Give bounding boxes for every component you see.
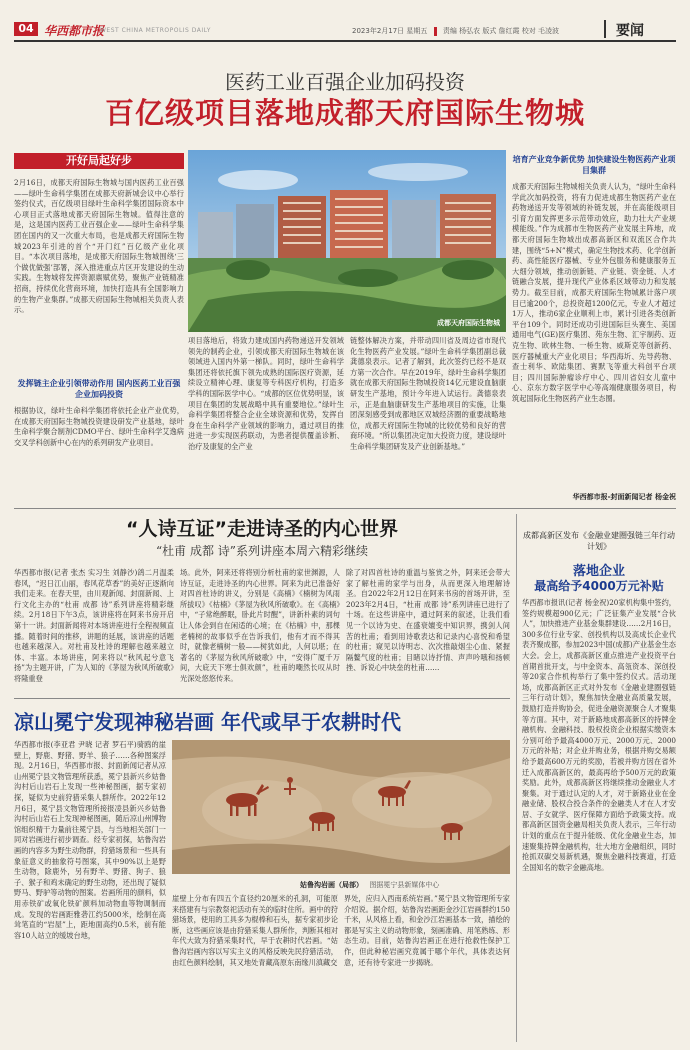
story2-col3: 除了对四首杜诗的重温与鉴赏之外，阿来还会带大家了解杜甫的家学与出身，从而更深入地理解诗圣。自2022年2月12日在阿来书房的首场开讲，至2023年2月4日，“杜甫 成都 诗”系列讲座已进行了十场。在这些讲座中，通过阿来的叙述，让我们看见一个以诗为史、在盛衰嬗变中知识界，携剑人间苦的杜甫；看到用诗歌表达和记录内心喜悦和希望的杜甫；窥见以诗明志、次次推敲烟尘心血、紧握隔鳌气度的杜甫；目睹以诗抒情、声声吟哦和扬顿挫、诉说心中块垒的杜甫…… xyxy=(346,568,510,673)
story3-photo-caption-line xyxy=(300,880,510,890)
story1-col1: 根据协议，绿叶生命科学集团将依托企业产业优势，在成都天府国际生物城投资建设研发产业基地，绿叶生命科学聚合制剂CDMO平台、绿叶生命科学艾逸病交叉学科创新中心在内的系列研发产业项目。 xyxy=(14,406,184,447)
story1-byline: 华西都市报-封面新闻记者 杨金祝 xyxy=(572,493,676,501)
sidebar2-headline-top: 落地企业 xyxy=(572,564,625,579)
building-illustration xyxy=(188,150,506,332)
story1-col2: 项目落地后，将致力建成国内药物递送开发领域领先的制药企业，引领成都天府国际生物城在该领域进入国内外第一梯队。同时，绿叶生命科学集团还将依托旗下领先成熟的国际医疗资源，延续设立精神心理、康复等专科医疗机构，打造多学科的国际医学中心。“成都的区位优势明显，该项目在集团的发展战略中具有重要地位。”绿叶生命科学集团将整合企业全球资源和优势，发挥自身在生命科学产业领域的影响力，通过项目的推进进一步实现医药联动，为患者提供覆盖诊断、治疗及康复的全产业 xyxy=(188,336,344,451)
biotech-city-photo xyxy=(188,150,506,332)
story3-col3: 界处，应归入西南系统岩画。”冕宁县文物管理所专家介绍说。据介绍，姑鲁沟岩画距金沙江岩画群约150千米，从风格上看，和金沙江岩画基本一致，描绘的都是写实主义的动物形象，刻画准确、用笔熟练、形态生动。目前，姑鲁沟岩画正在进行抢救性保护工作，但此种秘岩画究竟属于哪个年代，具体表达何意，还有待专家进一步揭晓。 xyxy=(344,894,510,967)
paper-name-en: WEST CHINA METROPOLIS DAILY xyxy=(100,27,211,34)
section-divider xyxy=(604,20,606,38)
date: 2023年2月17日 星期五 xyxy=(352,27,428,35)
story2-col1: 华西都市报(记者 张杰 实习生 刘静沙)鸽二月温柔春风，“迟日江山丽，春风花草香”的美好正逐渐向我们走来。在春天里，由川观新闻、封面新闻、上行文化主办的“杜甫 成都 诗”系列讲座将精彩继续。2月18日下午3点，该讲座将在阿来书房开启第十一讲。封面新闻将对本场讲座进行全程视频直播。随着时间的推移，讲题的延展，该讲座的话题也越来越深入。对杜甫及杜诗的理解也越来越立体、丰富。本场讲座，阿来将以“秋风起兮意飞扬”为主题开讲，广为人知的《茅屋为秋风所破歌》将隆重登 xyxy=(14,568,174,683)
story2-headline: “人诗互证”走进诗圣的内心世界 xyxy=(126,518,398,540)
story1-side-body: 成都天府国际生物城相关负责人认为，“绿叶生命科学此次加码投资，将有力促进成都生物医药产业在药物递送开发等领域的补链发展，并在高能级项目引育方面发挥更多示范带动效应，助力壮大产业规模能级。”作为成都市生物医药产业发展主阵地，成都天府国际生物城出成都高新区和双流区合作共建，围绕“5+N”模式，确定生物技术药、化学创新药、高性能医疗器械、专业外包服务和健康服务五大细分领域，推动创新链、产业链、资金链、人才链融合发展，提升现代产业体系区域带动力和发展势力。截至目前，成都天府国际生物城累计落户项目已逾200个，总投资超1200亿元，专业人才超过1万人，推动6家企业顺利上市，累计引进各类创新平台109个。同时还成功引进国际巨头赛生、美国通用电气(GE)医疗集团、苑东生物、汇宇制药、迈克生物、欧林生物、一桥生物、威斯克等创新药、医疗器械重大产业化项目；华西海圻、先导药物、查士利华、欧陆集团、赛默飞等重大科创平台项目；四川国际肿瘤诊疗中心、四川省妇女儿童中心、京东方数字医学中心等高端健康服务项目，构筑起国际化生物医药产业生态圈。 xyxy=(512,182,676,403)
story1-tag: 开好局起好步 xyxy=(14,153,184,169)
section-name: 要闻 xyxy=(616,23,644,39)
editors: 责编 杨弘农 版式 詹红霞 校对 毛凌波 xyxy=(442,27,560,35)
sidebar2-kicker: 成都高新区发布《金融业建圈强链三年行动计划》 xyxy=(523,531,675,551)
date-line xyxy=(352,26,559,36)
header-rule xyxy=(14,40,676,42)
story1-side-subhead: 培育产业竞争新优势 加快建设生物医药产业项目集群 xyxy=(512,155,676,175)
sidebar2-rule xyxy=(516,514,517,1042)
rock-painting-illustration xyxy=(172,740,510,874)
story2-col2: 场。此外，阿来还将将别分析杜甫的家世渊源，人诗互证，走进诗圣的内心世界。阿来为此已准备好对四首杜诗的讲义，分别是《高楠》《楠树为风雨所拔叹》《枯楠》《茅屋为秋风所破歌》。在《高楠》中，“子常绝醉眠，卧此片时醒”，讲新朴素的词句让人体会到自在闲适的心境；在《枯楠》中，那棵老楠树的故事似乎在告诉我们，他有才而不得其时，就像老楠树一般——树犹如此，人何以堪；在著名的《茅屋为秋风所破歌》中，“安得广厦千万间，大庇天下寒士俱欢颜”，杜甫的嘲然长叹从时光深处悠悠传来。 xyxy=(180,568,340,683)
story3-photo-caption: 姑鲁沟岩画（局部） xyxy=(300,881,363,889)
page-number: 04 xyxy=(14,22,38,36)
story3-photo-credit: 图据冕宁县新媒体中心 xyxy=(369,881,440,889)
story3-col2: 崖壁上分布有四五个直径约20厘米的孔洞，可能原来搭建有与宗教祭祀活动有关的临时住所。画中的狩猎场景，使用的工具多为棍棒和石头，据专家初步论断，这些画应该是由狩猎采集人群所作，判断其相对年代大致为狩猎采集时代，早于农耕时代岩画。“姑鲁沟岩画内容以写实主义的风格反映先民狩猎活动，由红色颜料绘制，其又地处青藏高原东南缘川滇藏交 xyxy=(172,894,338,967)
rule-1 xyxy=(14,508,676,509)
sidebar2-headline-bottom: 最高给予4000万元补贴 xyxy=(534,579,664,593)
story1-subhead-1: 发挥链主企业引领带动作用 国内医药工业百强企业加码投资 xyxy=(17,379,181,399)
story1-lead: 2月16日，成都天府国际生物城与国内医药工业百强——绿叶生命科学集团在成都天府新城会议中心举行签约仪式，百亿级项目绿叶生命科学集团国际资本中心项目正式落地成都天府国际生物城。值得注意的是，这是国内医药工业百强企业——绿叶生命科学集团在国内的又一次重大布局，也是成都天府国际生物城2023年引进的首个“开门红”百亿级产业化项目。“本次项目落地，是成都天府国际生物城围绕‘三个做优做强’部署，深入推进重点片区开发建设的生动实践。生物城将发挥资源禀赋优势，聚焦产业链精准招商，持续优化营商环境，加快打造具有全国影响力的生物产业集群。”成都天府国际生物城相关负责人表示。 xyxy=(14,178,184,315)
story1-photo-caption: 成都天府国际生物城 xyxy=(437,319,500,327)
story3-headline: 凉山冕宁发现神秘岩画 年代或早于农耕时代 xyxy=(14,710,401,734)
story1-kicker: 医药工业百强企业加码投资 xyxy=(225,70,465,94)
story1-headline: 百亿级项目落地成都天府国际生物城 xyxy=(104,96,585,130)
paper-logo: 华西都市报 xyxy=(44,24,105,38)
story1-col3: 链整体解决方案，并带动四川省及周边省市现代化生物医药产业发展。”绿叶生命科学集团副总裁龚德泉表示。记者了解到，此次签约已经不是双方第一次合作。早在2019年，绿叶生命科学集团就在成都天府国际生物城投资14亿元建设血脑康研发生产基地，预计今年进入试运行。龚德泉表示，正是血脑康研发生产基地项目的实施，让集团深刻感受到成都地区双城经济圈的重要战略地位，成都天府国际生物城的比较优势和良好的营商环境。“所以集团决定加大投资力度，建设绿叶生命科学集团研发及产业创新基地。” xyxy=(350,336,506,451)
story3-col1: 华西都市报(李亚君 尹晓 记者 罗石平)骑鸥的崖壁上，野鹿、野猪、野羊、狼子……各种图案浮现。2月16日，华西都市报、封面新闻记者从凉山州冕宁县文物管理所获悉，冕宁县新兴乡姑鲁沟村后山岩石上发现一些神秘图画，据专家初探，疑似为史前狩猎采集人群所作。2022年12月6日，冕宁县文物管理所接报凌县新兴乡姑鲁沟村后山岩石上发现神秘图画，随后凉山州博物馆组织精干力量前往冕宁县，与当地相关部门一同对岩画进行初步调查。经专家初探，姑鲁沟岩画的内容多为野生动物群，狩猎场景和一些具有象征意义的抽象符号图案，其中90%以上是野生动物，除鹿外，另有野羊、野猪、狗子、狼子、猴子和鸡未确定的野生动物，还出现了疑似野马、野驴等动物的图案。岩画所用的颜料，似用赤铁矿或氧化铁矿颜料加动物血等物调制而成。发现的岩画距雅砻江约5000米，绘制在高耸笔直的“岩屋”上，距地面高约0.5米，前有能容10人站立的缓坡台地， xyxy=(14,740,166,940)
sidebar2-body: 华西都市报讯(记者 杨金祝)20家机构集中签约，签约规模超900亿元；广泛征集产业发展“合伙人”，加快推进产业基金集群建设……2月16日，300多位行业专家、创投机构以及高成长企业代表齐聚成都，参加2023中国(成都)产业基金生态大会。会上，成都高新区重点推进产业投资平台首期首批开支，与中金资本、高瓴资本、深创投等20家合作机构举行了集中签约仪式。活动现场，成都高新区正式对外发布《金融业建圈强链三年行动计划》，聚焦加快金融业高质量发展，鼓励打造并购协会，促进金融资源聚合人才聚集等方面。其中，对于新路地成都高新区的持牌金融机构、金融科技、股权投资企业根据实缴资本分别可给予最高4000万元、2000万元、2000万元的补贴；对企业并购业务，根据并购交易额给予最高600万元的奖励，若被并购方因在省外迁入成都高新区的，最高再给予500万元的政策奖励。此外，成都高新区将继续推动金融业人才聚集。对于通过认定的人才，对于新路业业在金融业储、股权合投合条件的金融类人才在人才安居、子女就学、医疗保障方面给予政策支持。成都高新区国资金融局相关负责人表示，三年行动计划的重点在于提升能级、优化金融业生态，加速聚集持牌金融机构，壮大地方金融组织，同时抢抓双碳交易新机遇，聚焦金融科技赛道，打造全国知名的数字金融高地。 xyxy=(522,598,676,872)
story2-subheadline: “杜甫 成都 诗”系列讲座本周六精彩继续 xyxy=(156,544,368,558)
rock-painting-photo xyxy=(172,740,510,874)
rule-2 xyxy=(14,698,510,699)
